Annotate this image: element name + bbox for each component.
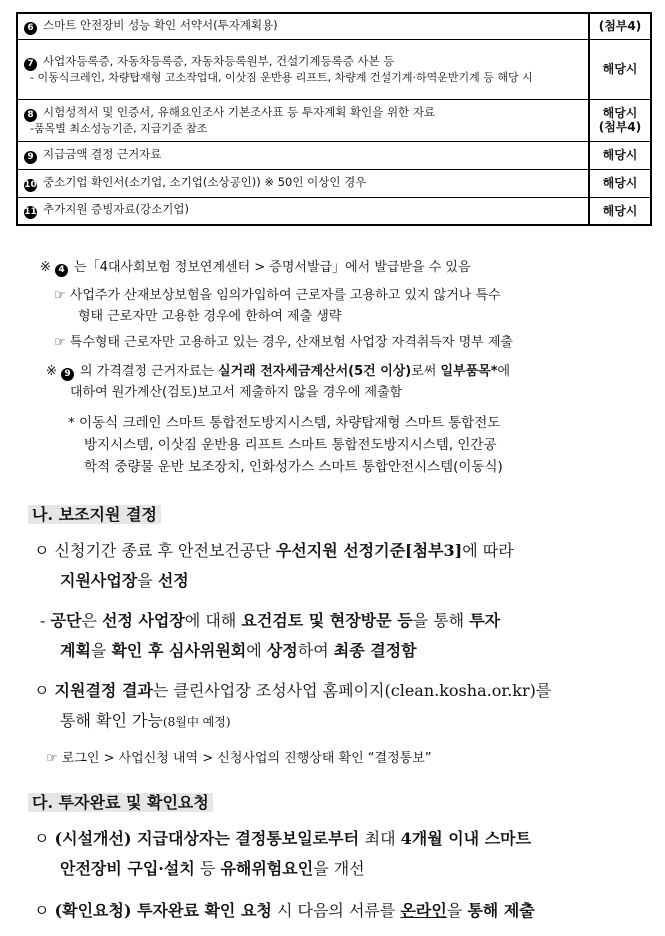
note-4-cont: 대하여 원가계산(검토)보고서 제출하지 않을 경우에 제출함	[70, 385, 403, 400]
table-row	[17, 169, 651, 197]
table-row	[17, 39, 651, 99]
bold-text: 우선지원 선정기준[첨부3]	[275, 541, 463, 560]
circled-number: 10	[24, 179, 37, 190]
text: ㅇ	[34, 681, 55, 700]
bold-text: 온라인	[400, 901, 447, 920]
bold-text: 상정	[266, 641, 298, 660]
row-text: 사업자등록증, 자동차등록증, 자동차등록원부, 건설기계등록증 사본 등	[43, 54, 395, 68]
note-5-cont: 방지시스템, 이삿짐 운반용 리프트 스마트 통합전도방지시스템, 인간공	[84, 437, 497, 453]
text: 하여	[297, 641, 334, 660]
text: ㅇ	[34, 901, 55, 920]
note-3: ☞ 특수형태 근로자만 고용하고 있는 경우, 산재보험 사업장 자격취득자 명부 제출	[54, 335, 513, 350]
note-login-path: ☞ 로그인 > 사업신청 내역 > 신청사업의 진행상태 확인 “결정통보”	[46, 751, 432, 766]
circled-number: 11	[24, 207, 37, 218]
text: ㅇ 신청기간 종료 후 안전보건공단	[34, 541, 276, 560]
row-text: 스마트 안전장비 성능 확인 서약서(투자계획용)	[43, 17, 278, 32]
row-text: 중소기업 확인서(소기업, 소기업(소상공인)) ※ 50인 이상인 경우	[43, 174, 367, 189]
note-mark: ※	[46, 364, 62, 379]
text: 는 클린사업장 조성사업 홈페이지(clean.kosha.or.kr)를	[152, 681, 552, 700]
circled-number: 7	[24, 58, 37, 71]
note-5-cont: 학적 중량물 운반 보조장치, 인화성가스 스마트 통합안전시스템(이동식)	[84, 459, 503, 475]
note-mark: ※	[40, 260, 56, 275]
text: ㅇ	[34, 829, 55, 848]
circled-number: 9	[24, 151, 37, 164]
table-row	[17, 141, 651, 169]
text: 은	[81, 611, 102, 630]
circled-number: 9	[61, 368, 74, 381]
text: 에 따라	[462, 541, 514, 560]
bold-text: 투자	[469, 611, 501, 630]
row-value: 해당시	[589, 197, 651, 225]
paragraph	[34, 896, 659, 926]
circled-number: 4	[55, 264, 68, 277]
row-sub: -품목별 최소성능기준, 지급기준 참조	[30, 122, 208, 135]
row-label	[17, 169, 589, 197]
paragraph	[40, 606, 660, 666]
note-5: * 이동식 크레인 스마트 통합전도방지시스템, 차량탑재형 스마트 통합전도	[68, 415, 501, 431]
bold-text: 지원결정 결과	[54, 681, 153, 700]
row-value: 해당시	[589, 39, 651, 99]
row-text: 추가지원 증빙자료(강소기업)	[43, 202, 189, 217]
attachment-table	[16, 12, 652, 226]
text: 을 통해	[412, 611, 470, 630]
note-text: 에	[497, 364, 511, 379]
section-title-text: 나. 보조지원 결정	[28, 505, 161, 524]
text: (8월中 예정)	[162, 715, 231, 729]
bold-text: 선정 사업장	[101, 611, 185, 630]
text: 통해 확인 가능	[60, 711, 163, 730]
text: 을	[90, 641, 112, 660]
row-value: 해당시	[589, 141, 651, 169]
bold-text: 지원사업장	[60, 571, 138, 590]
bold-text: 최종 결정함	[333, 641, 417, 660]
table-row	[17, 13, 651, 39]
bold-text: 확인 후 심사위원회	[111, 641, 247, 660]
paragraph	[34, 676, 659, 737]
note-2: ☞ 사업주가 산재보상보험을 임의가입하여 근로자를 고용하고 있지 않거나 특수	[54, 288, 501, 303]
circled-number: 8	[24, 109, 37, 122]
bold-text: 요건검토 및 현장방문 등	[241, 611, 413, 630]
text: 등	[194, 859, 221, 878]
row-value: (첨부4)	[589, 13, 651, 39]
note-text: 는「4대사회보험 정보연계센터 > 증명서발급」에서 발급받을 수 있음	[74, 260, 471, 275]
row-sub: - 이동식크레인, 차량탑재형 고소작업대, 이삿짐 운반용 리프트, 차량계 건설기계·하역운반기계 등 해당 시	[30, 71, 533, 84]
note-4	[46, 362, 510, 382]
bold-text: 계획	[60, 641, 91, 660]
bold-text: 유해위험요인	[220, 859, 314, 878]
text: 을	[137, 571, 158, 590]
text: 최대	[364, 829, 401, 848]
text: 에 대해	[184, 611, 242, 630]
text: -	[40, 611, 51, 630]
paragraph	[34, 824, 659, 884]
row-label	[17, 13, 589, 39]
note-text: 의 가격결정 근거자료는	[80, 364, 219, 379]
note-bold: 실거래 전자세금계산서(5건 이상)	[218, 364, 412, 379]
text: 시 다음의 서류	[271, 901, 380, 920]
row-label	[17, 197, 589, 225]
circled-number: 6	[24, 22, 37, 35]
paragraph	[34, 536, 654, 596]
note-bold: 일부품목*	[440, 364, 498, 379]
row-label	[17, 39, 589, 99]
note-1	[40, 258, 471, 278]
note-2-cont: 형태 근로자만 고용한 경우에 한하여 제출 생략	[78, 309, 342, 324]
table-row	[17, 99, 651, 141]
row-text: 지급금액 결정 근거자료	[43, 146, 162, 161]
bold-text: (시설개선) 지급대상자는 결정통보일로부터	[54, 829, 365, 848]
bold-text: 선정	[157, 571, 189, 590]
text: 를	[379, 901, 401, 920]
bold-text: 통해 제출	[467, 901, 535, 920]
note-text: 로써	[411, 364, 441, 379]
table-row	[17, 197, 651, 225]
section-title-na	[28, 502, 161, 525]
text: 을	[446, 901, 468, 920]
row-label	[17, 99, 589, 141]
bold-text: (확인요청) 투자완료 확인 요청	[54, 901, 272, 920]
section-title-text: 다. 투자완료 및 확인요청	[28, 793, 213, 812]
row-text: 시험성적서 및 인증서, 유해요인조사 기본조사표 등 투자계획 확인을 위한 자료	[43, 105, 436, 119]
bold-text: 안전장비 구입·설치	[60, 859, 195, 878]
bold-text: 4개월 이내 스마트	[400, 829, 532, 848]
bold-text: 공단	[50, 611, 82, 630]
row-value: 해당시 (첨부4)	[589, 99, 651, 141]
row-value: 해당시	[589, 169, 651, 197]
row-label	[17, 141, 589, 169]
text: 을 개선	[313, 859, 365, 878]
text: 에	[246, 641, 267, 660]
section-title-da	[28, 790, 213, 813]
